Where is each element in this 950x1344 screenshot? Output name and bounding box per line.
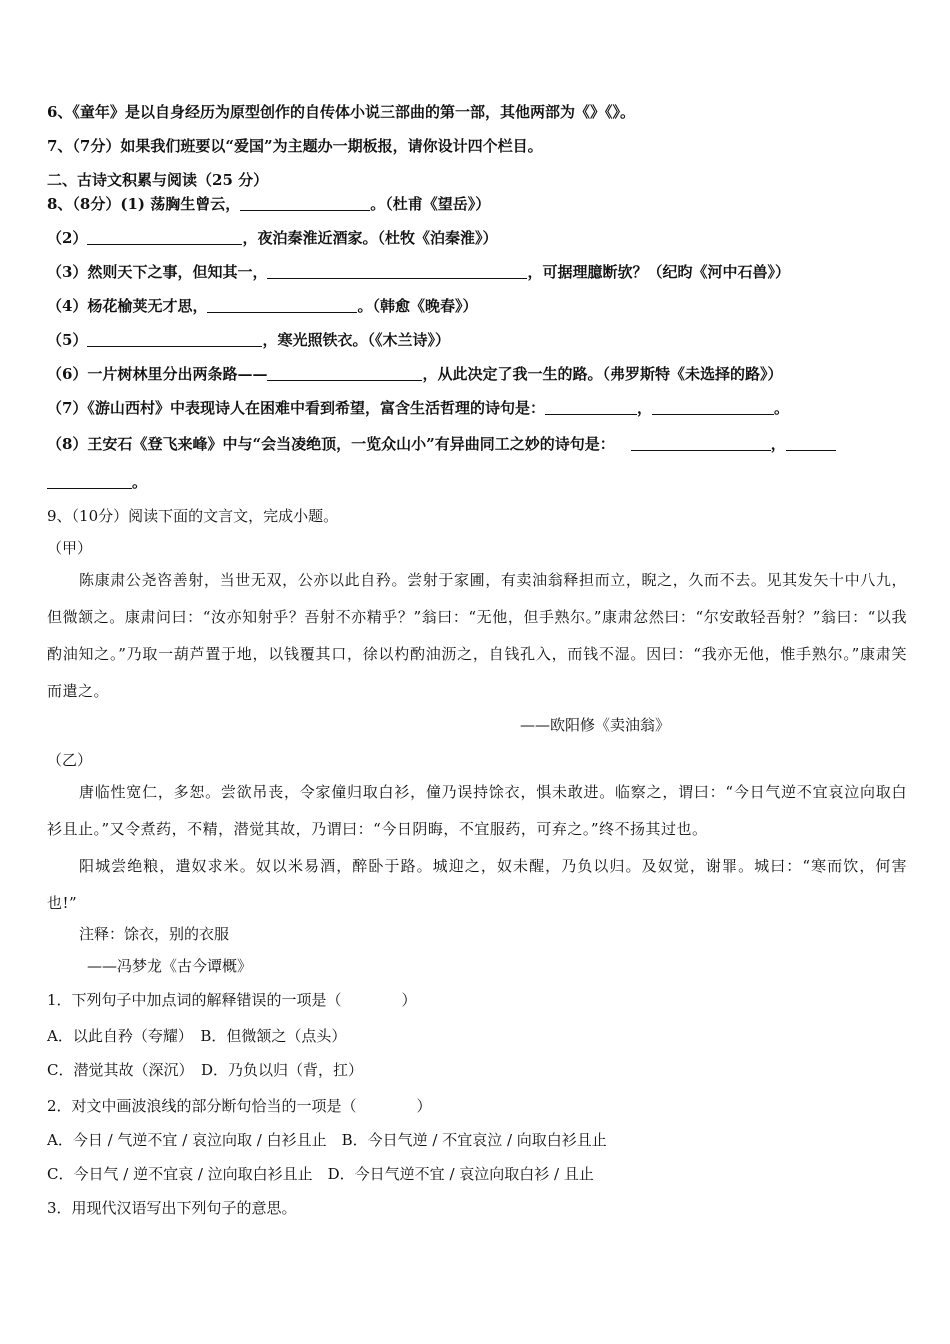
q8-line-3 [47, 262, 906, 282]
q8-line-7 [47, 398, 906, 418]
q8-line-8 [47, 434, 906, 454]
q8-line-4 [47, 296, 906, 316]
passage-yi-source: ——冯梦龙《古今谭概》 [87, 957, 253, 975]
answer-blank[interactable] [47, 474, 132, 489]
q8-text: （6）一片树林里分出两条路—— [47, 365, 268, 383]
subquestion-1: 1．下列句子中加点词的解释错误的一项是（ ） [47, 991, 417, 1009]
q8-text: ，从此决定了我一生的路。（弗罗斯特《未选择的路》） [422, 365, 783, 383]
q8-line-5 [47, 330, 906, 350]
q8-text: 。 [773, 399, 789, 417]
section-2-heading: 二、古诗文积累与阅读（25 分） [47, 171, 269, 189]
q8-text: （4）杨花榆荚无才思， [47, 297, 208, 315]
q8-line-6 [47, 364, 906, 384]
subquestion-2: 2．对文中画波浪线的部分断句恰当的一项是（ ） [47, 1097, 432, 1115]
answer-blank[interactable] [87, 332, 262, 347]
q8-text: ， [636, 399, 652, 417]
subquestion-1-options-cd: C．潜觉其故（深沉） D．乃负以归（背，扛） [47, 1061, 364, 1079]
q8-text: ，可据理臆断欤？（纪昀《河中石兽》） [527, 263, 790, 281]
q8-text: ， [770, 435, 786, 453]
answer-blank[interactable] [652, 400, 774, 415]
subquestion-2-options-ab: A．今日 / 气逆不宜 / 哀泣向取 / 白衫且止 B．今日气逆 / 不宜哀泣 / 向取白衫且止 [47, 1131, 607, 1149]
annotation: 注释：馀衣，别的衣服 [79, 925, 230, 943]
question-9-heading: 9、（10分）阅读下面的文言文，完成小题。 [47, 507, 339, 525]
passage-yi-label: （乙） [47, 751, 93, 769]
q8-text: （3）然则天下之事，但知其一， [47, 263, 268, 281]
subquestion-3: 3．用现代汉语写出下列句子的意思。 [47, 1199, 297, 1217]
q8-text: （2） [47, 229, 88, 247]
q8-text: 。（杜甫《望岳》） [370, 195, 491, 213]
q8-text: ，夜泊秦淮近酒家。（杜牧《泊秦淮》） [242, 229, 498, 247]
question-7: 7、（7分）如果我们班要以“爱国”为主题办一期板报，请你设计四个栏目。 [47, 137, 543, 155]
passage-jia-source: ——欧阳修《卖油翁》 [519, 716, 670, 734]
passage-jia-label: （甲） [47, 539, 93, 557]
q8-text: （8）王安石《登飞来峰》中与“会当凌绝顶，一览众山小”有异曲同工之妙的诗句是： [47, 435, 615, 453]
answer-blank[interactable] [786, 436, 836, 451]
passage-yi-paragraph-1: 唐临性宽仁，多恕。尝欲吊丧，令家僮归取白衫，僮乃误持馀衣，惧未敢进。临察之，谓曰：“今日气逆不宜哀泣向取白衫且止。”又令煮药，不精，潜觉其故，乃谓曰：“今日阴晦，不宜服药，可弃之。”终不扬其过也。 [47, 783, 907, 838]
answer-blank[interactable] [87, 230, 242, 245]
answer-blank[interactable] [267, 366, 422, 381]
answer-blank[interactable] [267, 264, 527, 279]
q8-line-2 [47, 228, 906, 248]
q8-line-9 [47, 472, 906, 492]
subquestion-2-options-cd: C．今日气 / 逆不宜哀 / 泣向取白衫且止 D．今日气逆不宜 / 哀泣向取白衫 / 且止 [47, 1165, 594, 1183]
q8-text: 。 [132, 473, 148, 491]
q8-text: （5） [47, 331, 88, 349]
passage-yi-paragraph-2: 阳城尝绝粮，遣奴求米。奴以米易酒，醉卧于路。城迎之，奴未醒，乃负以归。及奴觉，谢罪。城曰：“寒而饮，何害也!” [47, 857, 907, 912]
answer-blank[interactable] [240, 196, 370, 211]
passage-jia: 陈康肃公尧咨善射，当世无双，公亦以此自矜。尝射于家圃，有卖油翁释担而立，睨之，久而不去。见其发矢十中八九，但微颔之。康肃问曰：“汝亦知射乎？吾射不亦精乎？”翁曰：“无他，但手熟尔。”康肃忿然曰：“尔安敢轻吾射？”翁曰：“以我酌油知之。”乃取一葫芦置于地，以钱覆其口，徐以杓酌油沥之，自钱孔入，而钱不湿。因曰：“我亦无他，惟手熟尔。”康肃笑而遣之。 [47, 571, 907, 700]
answer-blank[interactable] [545, 400, 637, 415]
q8-text: （7）《游山西村》中表现诗人在困难中看到希望，富含生活哲理的诗句是： [47, 399, 545, 417]
q8-text: ，寒光照铁衣。（《木兰诗》） [262, 331, 450, 349]
subquestion-1-options-ab: A．以此自矜（夸耀） B．但微颔之（点头） [47, 1027, 347, 1045]
answer-blank[interactable] [207, 298, 357, 313]
answer-blank[interactable] [631, 436, 771, 451]
question-6: 6、《童年》是以自身经历为原型创作的自传体小说三部曲的第一部，其他两部为《》《》。 [47, 103, 635, 121]
q8-text: 8、（8分）(1) 荡胸生曾云， [47, 195, 241, 213]
q8-line-1 [47, 194, 906, 214]
q8-text: 。（韩愈《晚春》） [357, 297, 478, 315]
